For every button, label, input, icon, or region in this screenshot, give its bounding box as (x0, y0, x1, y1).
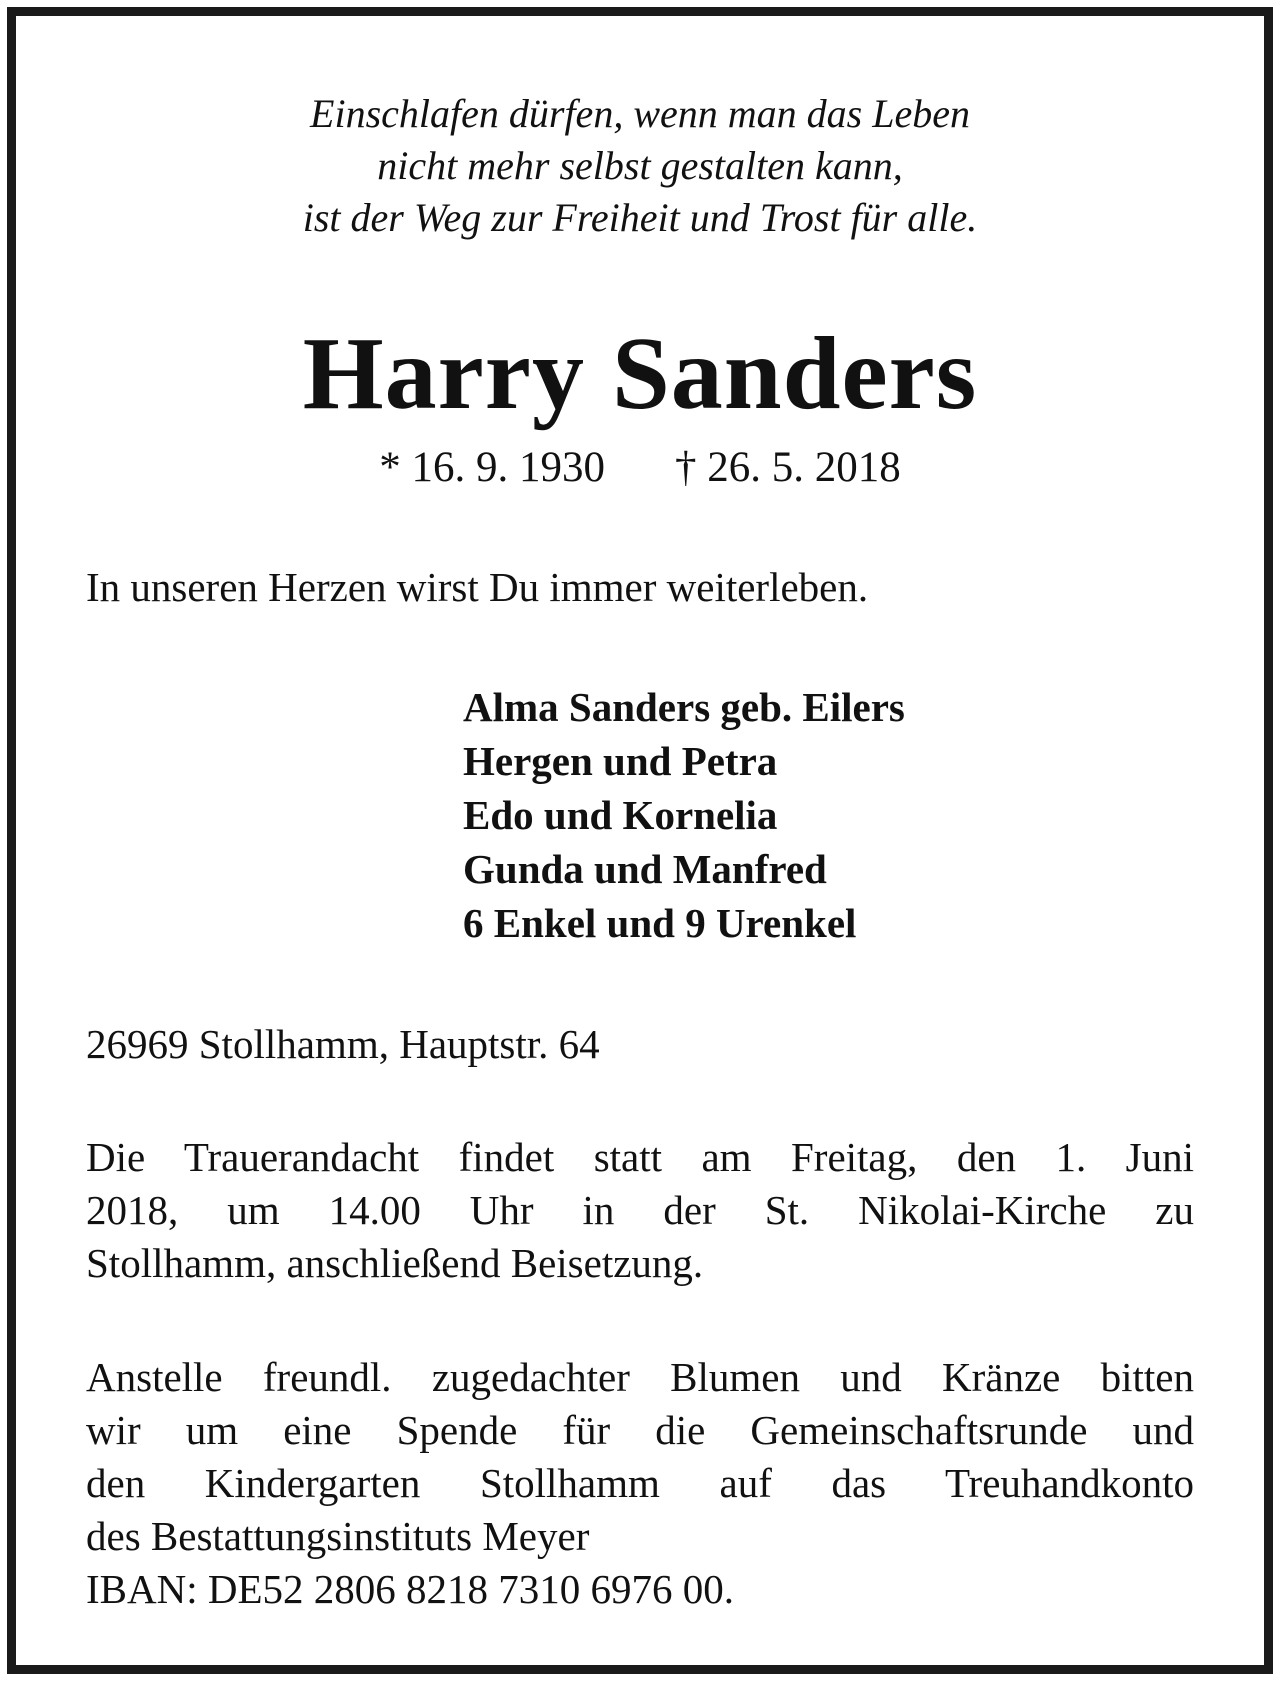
donation-paragraph (86, 1351, 1194, 1616)
obituary-frame (7, 7, 1273, 1674)
service-line: Die Trauerandacht findet statt am Freitag, den 1. Juni (86, 1134, 1194, 1180)
verse-line: Einschlafen dürfen, wenn man das Leben (310, 91, 970, 136)
family-member: Edo und Kornelia (463, 792, 778, 838)
verse-line: ist der Weg zur Freiheit und Trost für alle. (302, 195, 978, 240)
heart-line: In unseren Herzen wirst Du immer weiterleben. (86, 564, 869, 610)
service-paragraph (86, 1131, 1194, 1290)
donation-line: Anstelle freundl. zugedachter Blumen und Kränze bitten (86, 1354, 1194, 1400)
family-member: 6 Enkel und 9 Urenkel (463, 900, 857, 946)
donation-line: wir um eine Spende für die Gemeinschaftsrunde und (86, 1407, 1194, 1453)
service-line: 2018, um 14.00 Uhr in der St. Nikolai-Kirche zu (86, 1187, 1194, 1233)
service-line: Stollhamm, anschließend Beisetzung. (86, 1240, 704, 1286)
memorial-verse (16, 88, 1264, 244)
iban-line: IBAN: DE52 2806 8218 7310 6976 00. (86, 1566, 735, 1612)
life-dates (16, 441, 1264, 495)
deceased-name: Harry Sanders (302, 316, 978, 431)
family-list (463, 680, 905, 950)
address: 26969 Stollhamm, Hauptstr. 64 (86, 1021, 600, 1067)
birth-date: * 16. 9. 1930 (379, 444, 605, 491)
donation-line: den Kindergarten Stollhamm auf das Treuhandkonto (86, 1460, 1194, 1506)
family-member: Gunda und Manfred (463, 846, 827, 892)
family-member: Alma Sanders geb. Eilers (463, 684, 905, 730)
donation-line: des Bestattungsinstituts Meyer (86, 1513, 590, 1559)
death-date: † 26. 5. 2018 (675, 444, 901, 491)
verse-line: nicht mehr selbst gestalten kann, (377, 143, 903, 188)
family-member: Hergen und Petra (463, 738, 778, 784)
